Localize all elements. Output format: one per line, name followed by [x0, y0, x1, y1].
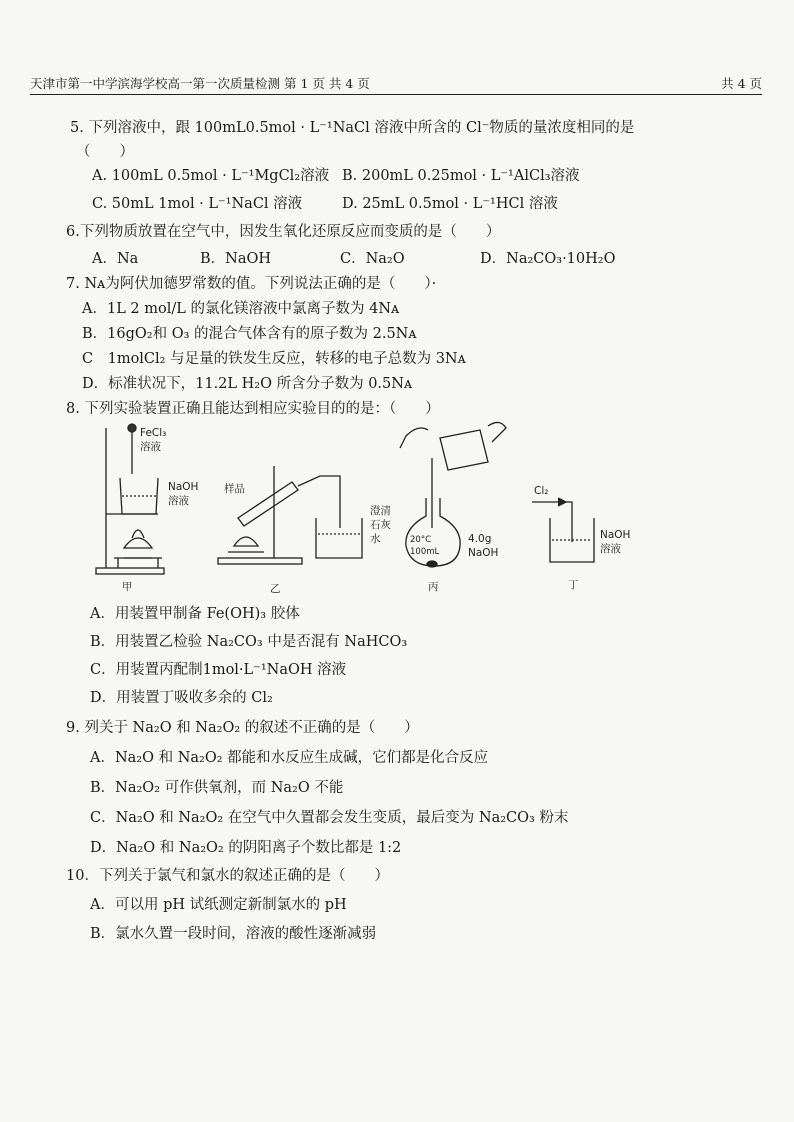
q9-stem: 9. 列关于 Na₂O 和 Na₂O₂ 的叙述不正确的是（ ） [66, 720, 419, 736]
label-limewater-2: 石灰 [370, 519, 391, 531]
label-bing: 丙 [428, 581, 439, 593]
label-naoh-bing: NaOH [468, 547, 499, 559]
q6-option-b: B．NaOH [200, 251, 272, 267]
q10-option-a: A．可以用 pH 试纸测定新制氯水的 pH [90, 897, 347, 913]
q5-option-b: B. 200mL 0.25mol · L⁻¹AlCl₃溶液 [342, 168, 580, 184]
label-naoh-ding: NaOH [600, 529, 631, 541]
q9-option-a: A．Na₂O 和 Na₂O₂ 都能和水反应生成碱，它们都是化合反应 [90, 750, 489, 766]
q8-option-b: B．用装置乙检验 Na₂CO₃ 中是否混有 NaHCO₃ [90, 634, 408, 650]
label-jia: 甲 [122, 581, 133, 593]
q7-option-b: B．16gO₂和 O₃ 的混合气体含有的原子数为 2.5Nᴀ [82, 326, 417, 342]
label-limewater-3: 水 [370, 533, 381, 545]
q6-option-a: A．Na [92, 251, 139, 267]
q8-option-c: C．用装置丙配制1mol·L⁻¹NaOH 溶液 [90, 662, 347, 678]
q5-option-a: A. 100mL 0.5mol · L⁻¹MgCl₂溶液 [92, 168, 330, 184]
q9-option-d: D．Na₂O 和 Na₂O₂ 的阴阳离子个数比都是 1:2 [90, 840, 402, 856]
q8-option-d: D．用装置丁吸收多余的 Cl₂ [90, 690, 273, 706]
label-sample: 样品 [224, 483, 245, 495]
q5-option-c: C. 50mL 1mol · L⁻¹NaCl 溶液 [92, 196, 303, 212]
label-flask-volume: 100mL [410, 547, 440, 557]
q7-option-c: C 1molCl₂ 与足量的铁发生反应，转移的电子总数为 3Nᴀ [82, 351, 466, 367]
header-title: 天津市第一中学滨海学校高一第一次质量检测 第 1 页 共 4 页 [30, 76, 370, 91]
label-limewater-1: 澄清 [370, 505, 391, 517]
label-fecl3: FeCl₃ [140, 427, 167, 439]
q6-option-c: C．Na₂O [340, 251, 405, 267]
apparatus-yi [218, 466, 362, 564]
q6-option-d: D．Na₂CO₃·10H₂O [480, 251, 616, 267]
q6-stem: 6.下列物质放置在空气中，因发生氧化还原反应而变质的是（ ） [66, 224, 501, 240]
q9-option-c: C．Na₂O 和 Na₂O₂ 在空气中久置都会发生变质，最后变为 Na₂CO₃ 粉末 [90, 810, 569, 826]
label-naoh-ding-solution: 溶液 [600, 543, 621, 555]
label-temp: 20°C [410, 535, 432, 545]
q7-stem: 7. Nᴀ为阿伏加德罗常数的值。下列说法正确的是（ ）· [66, 276, 437, 292]
header-page-total: 共 4 页 [721, 76, 762, 91]
q9-option-b: B．Na₂O₂ 可作供氧剂，而 Na₂O 不能 [90, 780, 344, 796]
page-header [30, 72, 762, 95]
label-naoh-jia: NaOH [168, 481, 199, 493]
q5-stem: 5. 下列溶液中，跟 100mL0.5mol · L⁻¹NaCl 溶液中所含的 Cl⁻物质的量浓度相同的是 [70, 120, 635, 136]
label-naoh-jia-solution: 溶液 [168, 495, 189, 507]
label-yi: 乙 [270, 583, 281, 595]
apparatus-ding [532, 498, 594, 562]
label-fecl3-solution: 溶液 [140, 441, 161, 453]
q5-paren: （ ） [76, 144, 134, 160]
q8-option-a: A．用装置甲制备 Fe(OH)₃ 胶体 [90, 606, 300, 622]
label-cl2: Cl₂ [534, 485, 549, 497]
q5-option-d: D. 25mL 0.5mol · L⁻¹HCl 溶液 [342, 196, 558, 212]
q8-stem: 8. 下列实验装置正确且能达到相应实验目的的是：（ ） [66, 401, 440, 417]
label-ding: 丁 [568, 579, 579, 591]
label-mass: 4.0g [468, 533, 492, 545]
q10-stem: 10．下列关于氯气和氯水的叙述正确的是（ ） [66, 868, 389, 884]
q7-option-d: D．标准状况下，11.2L H₂O 所含分子数为 0.5Nᴀ [82, 376, 413, 392]
q7-option-a: A．1L 2 mol/L 的氯化镁溶液中氯离子数为 4Nᴀ [82, 301, 400, 317]
q10-option-b: B．氯水久置一段时间，溶液的酸性逐渐减弱 [90, 926, 377, 942]
q8-apparatus-figure [88, 418, 648, 598]
apparatus-bing [400, 422, 506, 567]
